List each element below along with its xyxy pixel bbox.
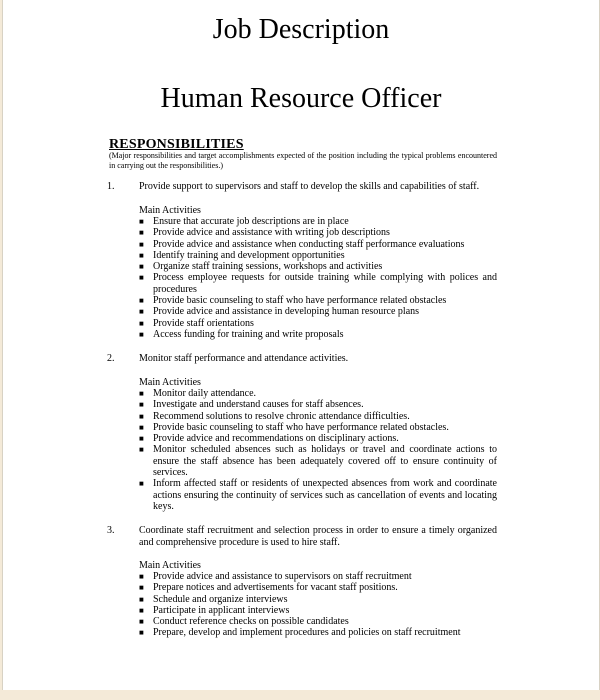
list-item (139, 411, 497, 422)
list-item (139, 272, 497, 295)
bullet-icon: ■ (139, 329, 144, 339)
activity-text: Investigate and understand causes for staff absences. (153, 399, 364, 411)
list-item (139, 329, 497, 340)
list-item (139, 444, 497, 478)
bullet-icon: ■ (139, 411, 144, 421)
activity-text: Process employee requests for outside training while complying with polices and procedures (153, 272, 497, 295)
bullet-icon: ■ (139, 422, 144, 432)
activity-text: Inform affected staff or residents of unexpected absences from work and coordinate actions ensuring the continuity of services such as cancellation of events and locating keys. (153, 478, 497, 512)
document-subtitle: Human Resource Officer (160, 83, 442, 114)
bullet-icon: ■ (139, 434, 144, 444)
activity-text: Monitor daily attendance. (153, 388, 257, 399)
bullet-icon: ■ (139, 605, 144, 615)
activity-text: Provide basic counseling to staff who have performance related obstacles. (153, 421, 449, 433)
list-item (139, 399, 497, 410)
activity-text: Schedule and organize interviews (153, 593, 288, 605)
bullet-icon: ■ (139, 400, 144, 410)
list-item (139, 318, 497, 329)
list-item (139, 216, 497, 227)
bullet-icon: ■ (139, 296, 144, 306)
bullet-icon: ■ (139, 617, 144, 627)
responsibility-number: 2. (107, 353, 115, 364)
activity-text: Monitor scheduled absences such as holidays or travel and coordinate actions to ensure the staff absence has been adequately covered off to ensure continuity of services. (153, 444, 497, 479)
activities-list (139, 571, 497, 639)
section-heading: RESPONSIBILITIES (109, 137, 244, 152)
activities-list (139, 216, 497, 340)
list-item (139, 388, 497, 399)
main-activities-label: Main Activities (139, 205, 201, 216)
bullet-icon: ■ (139, 262, 144, 272)
responsibility-number: 3. (107, 525, 115, 536)
activity-text: Prepare, develop and implement procedures and policies on staff recruitment (153, 627, 461, 639)
activities-list (139, 388, 497, 512)
bullet-icon: ■ (139, 307, 144, 317)
bullet-icon: ■ (139, 217, 144, 226)
list-item (139, 250, 497, 261)
list-item (139, 422, 497, 433)
activity-text: Conduct reference checks on possible candidates (153, 616, 349, 628)
bullet-icon: ■ (139, 594, 144, 604)
activity-text: Participate in applicant interviews (153, 604, 290, 616)
responsibility-text: Coordinate staff recruitment and selection process in order to ensure a timely organized and comprehensive procedure is used to hire staff. (139, 525, 497, 548)
section-note: (Major responsibilities and target accomplishments expected of the position including the typical problems encountered in carrying out the responsibilities.) (109, 151, 497, 170)
bullet-icon: ■ (139, 239, 144, 249)
activity-text: Ensure that accurate job descriptions are in place (153, 216, 349, 227)
bullet-icon: ■ (139, 318, 144, 328)
list-item (139, 605, 497, 616)
activity-text: Provide advice and assistance with writing job descriptions (153, 227, 390, 239)
list-item (139, 239, 497, 250)
list-item (139, 306, 497, 317)
responsibility-text: Monitor staff performance and attendance activities. (139, 353, 349, 364)
bullet-icon: ■ (139, 250, 144, 260)
activity-text: Provide advice and assistance to supervisors on staff recruitment (153, 571, 412, 582)
list-item (139, 261, 497, 272)
list-item (139, 227, 497, 238)
bullet-icon: ■ (139, 479, 144, 489)
document-title: Job Description (212, 14, 390, 45)
document-page (2, 0, 600, 690)
list-item (139, 616, 497, 627)
list-item (139, 571, 497, 582)
list-item (139, 433, 497, 444)
bullet-icon: ■ (139, 583, 144, 593)
responsibility-text: Provide support to supervisors and staff to develop the skills and capabilities of staff. (139, 181, 480, 192)
bullet-icon: ■ (139, 273, 144, 283)
list-item (139, 582, 497, 593)
activity-text: Provide advice and recommendations on disciplinary actions. (153, 433, 399, 445)
list-item (139, 594, 497, 605)
activity-text: Provide advice and assistance in developing human resource plans (153, 306, 420, 318)
list-item (139, 478, 497, 512)
activity-text: Provide basic counseling to staff who have performance related obstacles (153, 295, 447, 307)
bullet-icon: ■ (139, 445, 144, 455)
list-item (139, 627, 497, 638)
main-activities-label: Main Activities (139, 560, 201, 571)
bullet-icon: ■ (139, 572, 144, 581)
activity-text: Organize staff training sessions, workshops and activities (153, 261, 383, 273)
activity-text: Recommend solutions to resolve chronic attendance difficulties. (153, 410, 410, 422)
bullet-icon: ■ (139, 628, 144, 638)
activity-text: Prepare notices and advertisements for vacant staff positions. (153, 582, 398, 594)
bullet-icon: ■ (139, 228, 144, 238)
activity-text: Identify training and development opportunities (153, 249, 345, 261)
main-activities-label: Main Activities (139, 377, 201, 388)
activity-text: Access funding for training and write proposals (153, 328, 344, 340)
activity-text: Provide staff orientations (153, 317, 254, 329)
responsibility-number: 1. (107, 181, 115, 192)
activity-text: Provide advice and assistance when conducting staff performance evaluations (153, 238, 465, 250)
bullet-icon: ■ (139, 389, 144, 398)
list-item (139, 295, 497, 306)
